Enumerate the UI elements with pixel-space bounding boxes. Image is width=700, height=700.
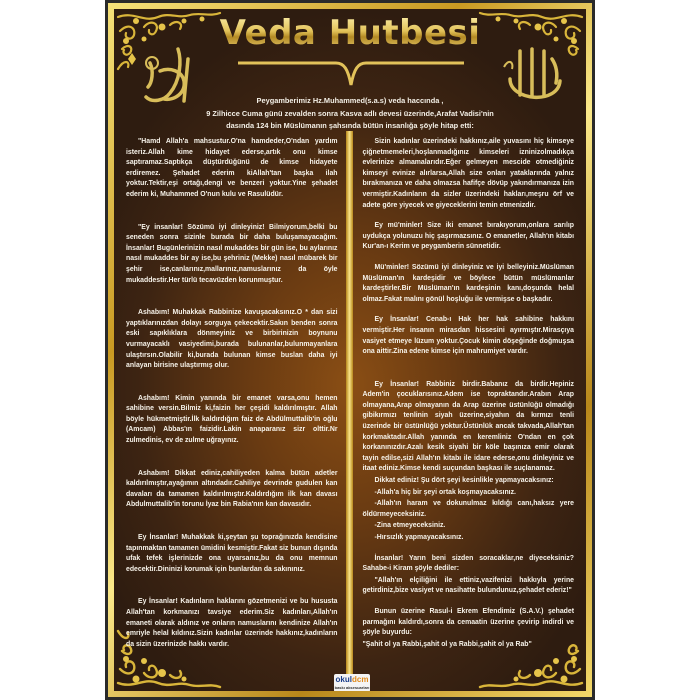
intro-text [114,95,586,133]
paragraph: Ashabım! Muhakkak Rabbinize kavuşacaksınız.O * dan sizi yaptıklarınızdan dolayı sorguya çekecektir.Sakın benden sonra eski sapıklıklara dönmeyiniz ve birbirinizin boynunu vurmayacaklı vasiyedimi,burada bulunanlar,bulunmayanlara ulaştırsın.Olabilir ki,burada bulunan kimse buslan daha iyi anlayan birisine ulaştırmış olur. [126,309,338,370]
intro-line: 9 Zilhicce Cuma günü zevalden sonra Kasva adlı devesi üzerinde,Arafat Vadisi'nin [206,108,494,118]
list-item: -Allah'a hiç bir şeyi ortak koşmayacaksınız. [374,488,516,496]
logo-main: okul [335,675,352,684]
right-column [353,137,579,677]
paragraph: Ashabım! Kimin yanında bir emanet varsa,onu hemen sahibine versin.Bilmiz ki,faizin her çeşidi kaldırılmıştır. Allah böyle hükmetmiştir.İlk kaldırdığım faiz de Abdülmuttalib'in oğlu (Amcam) Abbas'ın faizidir.Lakin anaparanız sizr olttir.Nr zulmedinis, ev de zulme uğrayınız. [126,394,338,445]
paragraph: Ey İnsanlar! Kadınların haklarını gözetmenizi ve bu hususta Allah'tan korkmanızı tavsiye ederim.Siz kadınları,Allah'ın emaneti olarak aldınız ve onların namuslarını kendinize Allah'ın emriyle helal kıldınız.Sizin kadınlar üzerinde hakkınız,kadınların da sizin üzerinizde hakkı vardır. [126,598,338,648]
list-item: -Hırsızlık yapmayacaksınız. [374,534,464,541]
left-column [122,137,346,677]
quote: "Şahit ol ya Rabbi,şahit ol ya Rabbi,şahit ol ya Rab" [362,640,532,648]
paragraph: Ey İnsanlar! Cenab-ı Hak her hak sahibine hakkını vermiştir.Her insanın mirasdan hissesini ayırmıştır.Mirasçıya vasiyet etmeye lüzum yoktur.Çocuk kimin döşeğinde doğmuşsa ona aittir.Zina edene kimse için mahrumiyet vardır. [362,316,574,356]
list-item: -Allah'ın haram ve dokunulmaz kıldığı canı,haksız yere öldürmeyeceksiniz. [362,500,574,518]
paragraph: "Hamd Allah'a mahsustur.O'na hamdeder,O'ndan yardım isteriz.Allah kime hidayet ederse,artık onu kimse saptıramaz.Saptıkça düştürdüğünü de kimse hidayete erdiremez. Şehadet ederim kiAllah'tan başka ilah yoktur.Tektir,eşi ortağı,dengi ve benzeri yoktur.Yine şehadet ederim ki, Muhammed O'nun kulu ve Rasulüdür. [126,138,338,198]
paragraph: Ey İnsanlar! Rabbiniz birdir.Babanız da birdir.Hepiniz Adem'in çocuklarısınız.Adem ise topraktandır.Arabın Arap olmayana,Arap olmayanın da Arap üzerine üstünlüğü olmadığı gibikırmızı tenlinin siyah üzerine,siyahın da kırmızı tenli üzerinde bir üstünlüğü yoktur.Üstünlük ancak takvada,Allah'tan korkmaktadır.Allah yanında en keremliniz O'ndan en çok korkanınızdır.Azalı kesik siyahi bir köle başınıza emir olarak tayin edilse,sizi Allah'ın kitabı ile idare ederse,onu dinleyiniz ve itaat ediniz.Kimse kendi suçundan başkası ile suçlanamaz. [362,380,574,473]
paragraph: Sizin kadınlar üzerindeki hakkınız,aile yuvasını hiç kimseye çiğnetmemeleri,hoşlanmadığınız kimseleri izninizolmadıkça evlerinize almamalarıdır.Eğer gelmeyen mescide otmediğiniz kimseyi evinize alırlarsa,Allah size onları yataklarında yalnız bırakmanıza ve daha olmazsa hafifçe dövüp yakındırmanıza izin vermiştir.Kadınların da sizler üzerindeki hakları,meşru örf ve adete göre yiyecek ve giyeceklerini temin etmenizdir. [362,138,574,209]
logo-accent: dcm [352,675,369,684]
logo-subtitle: baskı aksesuarları [334,685,370,690]
page-title: Veda Hutbesi [114,13,586,53]
gold-border [108,3,592,697]
paragraph: Ey İnsanlar! Muhakkak ki,şeytan şu toprağınızda kendisine tapınmaktan tamamen ümidini kesmiştir.Fakat siz bunun dışında ufak tefek işlerinizde ona uyarsanız,bu da onu memnun edecektir.Dininizi korumak için bunlardan da sakınınız. [126,534,338,573]
list-item: -Zina etmeyeceksiniz. [374,522,446,530]
poster-field [114,9,586,691]
intro-line: dasında 124 bin Müslümanın şahsında bütün insanlığa şöyle hitap etti: [226,121,474,130]
publisher-logo [334,674,370,691]
paragraph: Mü'minler! Sözümü iyi dinleyiniz ve iyi belleyiniz.Müslüman Müslüman'ın kardeşidir ve böylece bütün müslümanlar kardeştirler.Bir Müslüman'ın kardeşinin kanı,doşunda helal olmaz.Fakat malını gönül hoşluğu ile vermişse o başkadır. [362,263,574,303]
paragraph: Ey mü'minler! Size iki emanet bırakıyorum,onlara sarılıp uydukça yolunuzu hiç şaşırmazsınız. O emanetler, Allah'ın kitabı Kur'an-ı Kerim ve peygamberin sünnetidir. [362,222,574,251]
list-heading: Dikkat ediniz! Şu dört şeyi kesinlikle yapmayacaksınız: [374,477,554,485]
title-underline-ornament [236,57,466,91]
paragraph: "Ey insanlar! Sözümü iyi dinleyiniz! Bilmiyorum,belki bu seneden sonra sizinle burada bir daha buluşamayacağım. İnsanlar! Bugünlerinizin nasıl mukaddes bir gün ise, bu aylarınız nasıl mukaddes bir ay ise,bu şehriniz (Mekke) nasıl mübarek bir şehir ise,canlarınız,mallarınız,namuslarınız da öyle mukaddestir.Her türlü tecavüzden korunmuştur. [126,223,338,284]
poster [105,0,595,700]
sermon-columns [122,137,578,677]
intro-line: Peygamberimiz Hz.Muhammed(s.a.s) veda haccında , [256,96,444,105]
paragraph: İnsanlar! Yarın beni sizden soracaklar,ne diyeceksiniz? Sahabe-i Kiram şöyle dediler: [362,554,574,573]
quote: "Allah'ın elçiliğini ile ettiniz,vazifenizi hakkıyla yerine getirdiniz,bize vasiyet ve nasihatte bulundunuz,şehadet ederiz!" [362,576,574,595]
paragraph: Bunun üzerine Rasul-i Ekrem Efendimiz (S.A.V.) şehadet parmağını kaldırdı,sonra da cemaatin üzerine çevirip indirdi ve şöyle buyurdu: [362,607,574,637]
paragraph: Ashabım! Dikkat ediniz,cahiliyeden kalma bütün adetler kaldırılmıştır,ayağımın altındadır.Cahiliye devrinde gudulen kan davaları da tamamen kaldırılmıştır.Kaldırdığım ilk kan davası Abdulmuttalib'in torunu İyaz bin Rabia'nın kan davasıdır. [126,469,338,509]
column-divider [346,131,353,691]
